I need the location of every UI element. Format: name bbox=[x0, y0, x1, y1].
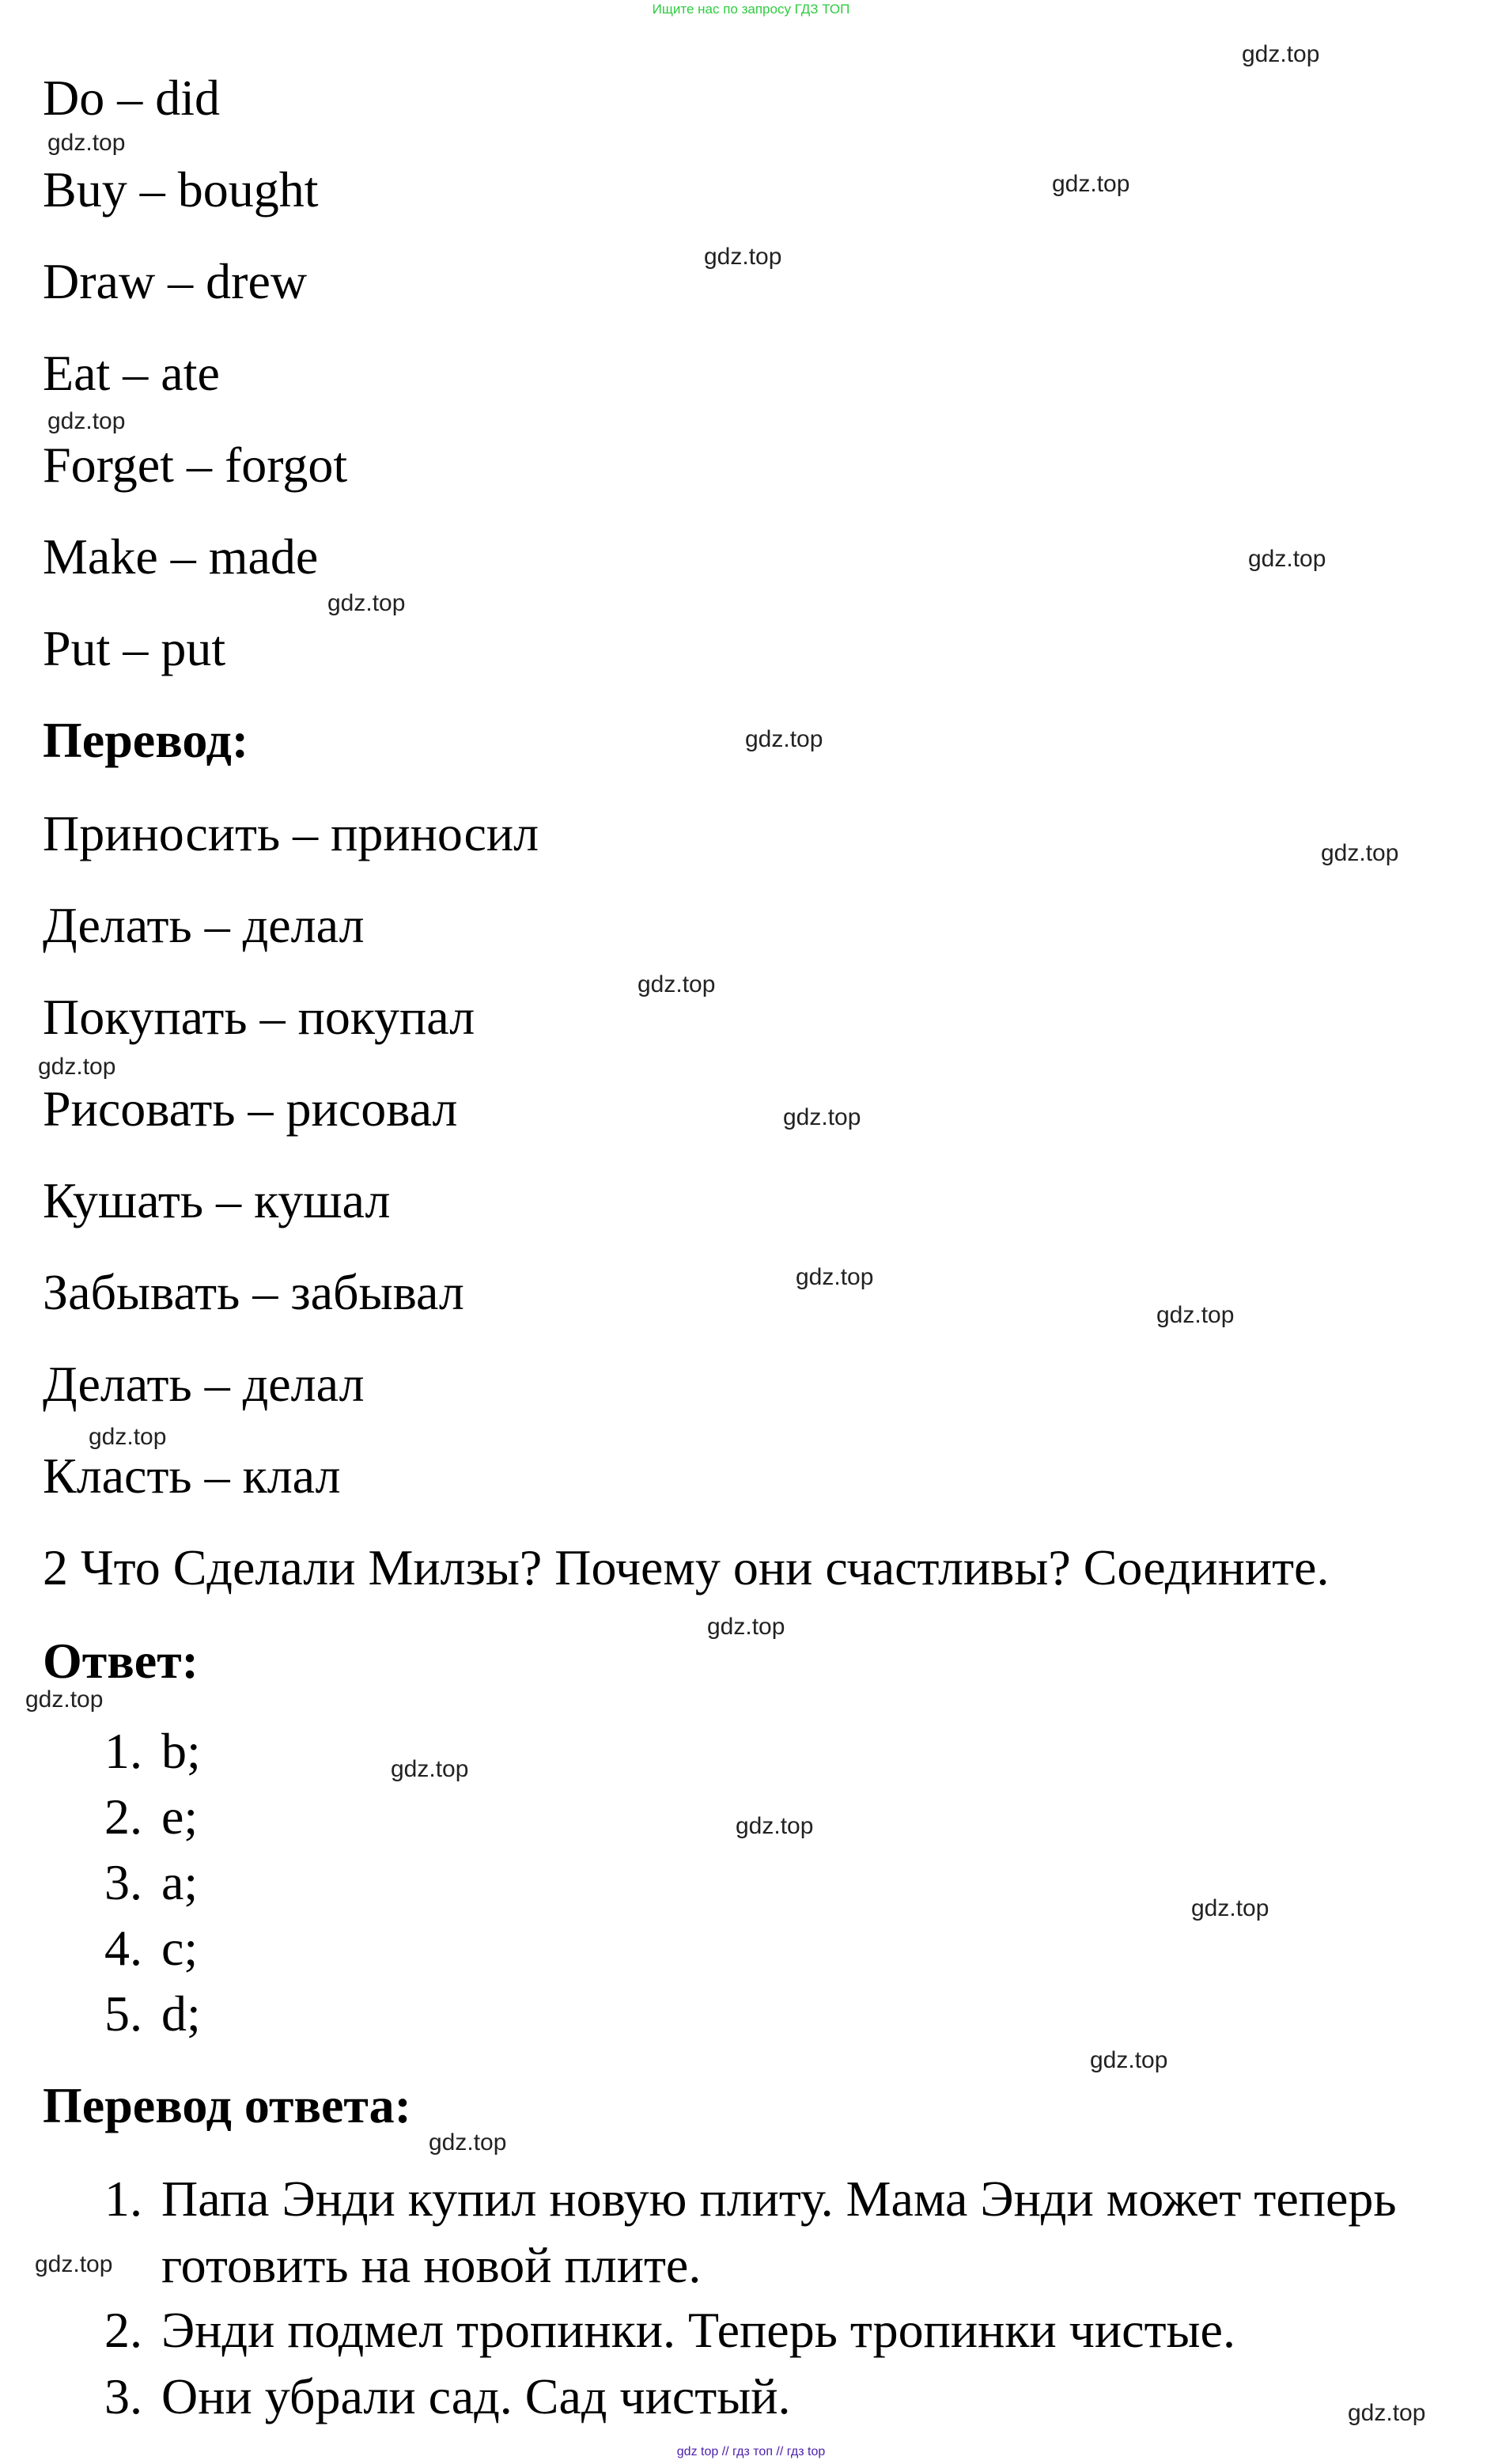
answer-item: c; bbox=[161, 1920, 199, 1976]
answer-heading: Ответ: bbox=[43, 1633, 199, 1689]
watermark: gdz.top bbox=[1242, 41, 1320, 67]
translation-line: Делать – делал bbox=[43, 897, 365, 953]
verb-pair: Buy – bought bbox=[43, 161, 319, 218]
watermark: gdz.top bbox=[1156, 1302, 1235, 1328]
watermark: gdz.top bbox=[796, 1264, 874, 1290]
header-banner[interactable]: Ищите нас по запросу ГДЗ ТОП bbox=[652, 2, 850, 17]
watermark: gdz.top bbox=[783, 1104, 861, 1130]
answer-number: 4. bbox=[104, 1920, 142, 1976]
watermark: gdz.top bbox=[327, 590, 406, 616]
watermark: gdz.top bbox=[1052, 171, 1130, 197]
answer-item: a; bbox=[161, 1854, 199, 1910]
answer-translation-number: 2. bbox=[104, 2302, 142, 2358]
watermark: gdz.top bbox=[89, 1424, 167, 1450]
answer-number: 3. bbox=[104, 1854, 142, 1910]
watermark: gdz.top bbox=[1321, 840, 1399, 866]
answer-number: 5. bbox=[104, 1985, 142, 2042]
answer-number: 1. bbox=[104, 1723, 142, 1779]
watermark: gdz.top bbox=[1348, 2400, 1426, 2426]
watermark: gdz.top bbox=[47, 130, 126, 156]
answer-translation-number: 3. bbox=[104, 2368, 142, 2424]
verb-pair: Do – did bbox=[43, 70, 220, 126]
watermark: gdz.top bbox=[38, 1054, 116, 1080]
watermark: gdz.top bbox=[736, 1813, 814, 1839]
watermark: gdz.top bbox=[704, 244, 782, 270]
watermark: gdz.top bbox=[35, 2251, 113, 2277]
translation-line: Кушать – кушал bbox=[43, 1172, 391, 1228]
answer-translation-line: Энди подмел тропинки. Теперь тропинки чистые. bbox=[161, 2302, 1235, 2358]
translation-line: Делать – делал bbox=[43, 1356, 365, 1412]
watermark: gdz.top bbox=[25, 1686, 104, 1713]
watermark: gdz.top bbox=[1090, 2047, 1168, 2073]
translation-line: Приносить – приносил bbox=[43, 805, 539, 861]
verb-pair: Put – put bbox=[43, 620, 226, 676]
footer-links[interactable]: gdz top // гдз топ // гдз top bbox=[676, 2445, 826, 2458]
translation-line: Покупать – покупал bbox=[43, 989, 475, 1045]
watermark: gdz.top bbox=[391, 1756, 469, 1782]
translation-line: Рисовать – рисовал bbox=[43, 1081, 458, 1137]
watermark: gdz.top bbox=[745, 726, 823, 752]
answer-translation-number: 1. bbox=[104, 2171, 142, 2227]
translation-line: Забывать – забывал bbox=[43, 1264, 464, 1320]
verb-pair: Make – made bbox=[43, 528, 319, 585]
watermark: gdz.top bbox=[47, 408, 126, 434]
verb-pair: Draw – drew bbox=[43, 253, 308, 309]
watermark: gdz.top bbox=[637, 971, 716, 997]
answer-translation-heading: Перевод ответа: bbox=[43, 2077, 411, 2133]
verb-pair: Eat – ate bbox=[43, 345, 220, 401]
watermark: gdz.top bbox=[1191, 1895, 1269, 1921]
answer-translation-line: Они убрали сад. Сад чистый. bbox=[161, 2368, 791, 2424]
watermark: gdz.top bbox=[707, 1614, 785, 1640]
translation-heading: Перевод: bbox=[43, 712, 249, 768]
answer-translation-line: Папа Энди купил новую плиту. Мама Энди может теперь bbox=[161, 2171, 1397, 2227]
answer-item: e; bbox=[161, 1788, 199, 1845]
verb-pair: Forget – forgot bbox=[43, 437, 348, 493]
watermark: gdz.top bbox=[429, 2129, 507, 2156]
answer-item: b; bbox=[161, 1723, 201, 1779]
task-text: 2 Что Сделали Милзы? Почему они счастливы? Соедините. bbox=[43, 1539, 1330, 1595]
watermark: gdz.top bbox=[1248, 546, 1326, 572]
answer-translation-line: готовить на новой плите. bbox=[161, 2237, 702, 2293]
answer-item: d; bbox=[161, 1985, 201, 2042]
translation-line: Класть – клал bbox=[43, 1448, 341, 1504]
answer-number: 2. bbox=[104, 1788, 142, 1845]
